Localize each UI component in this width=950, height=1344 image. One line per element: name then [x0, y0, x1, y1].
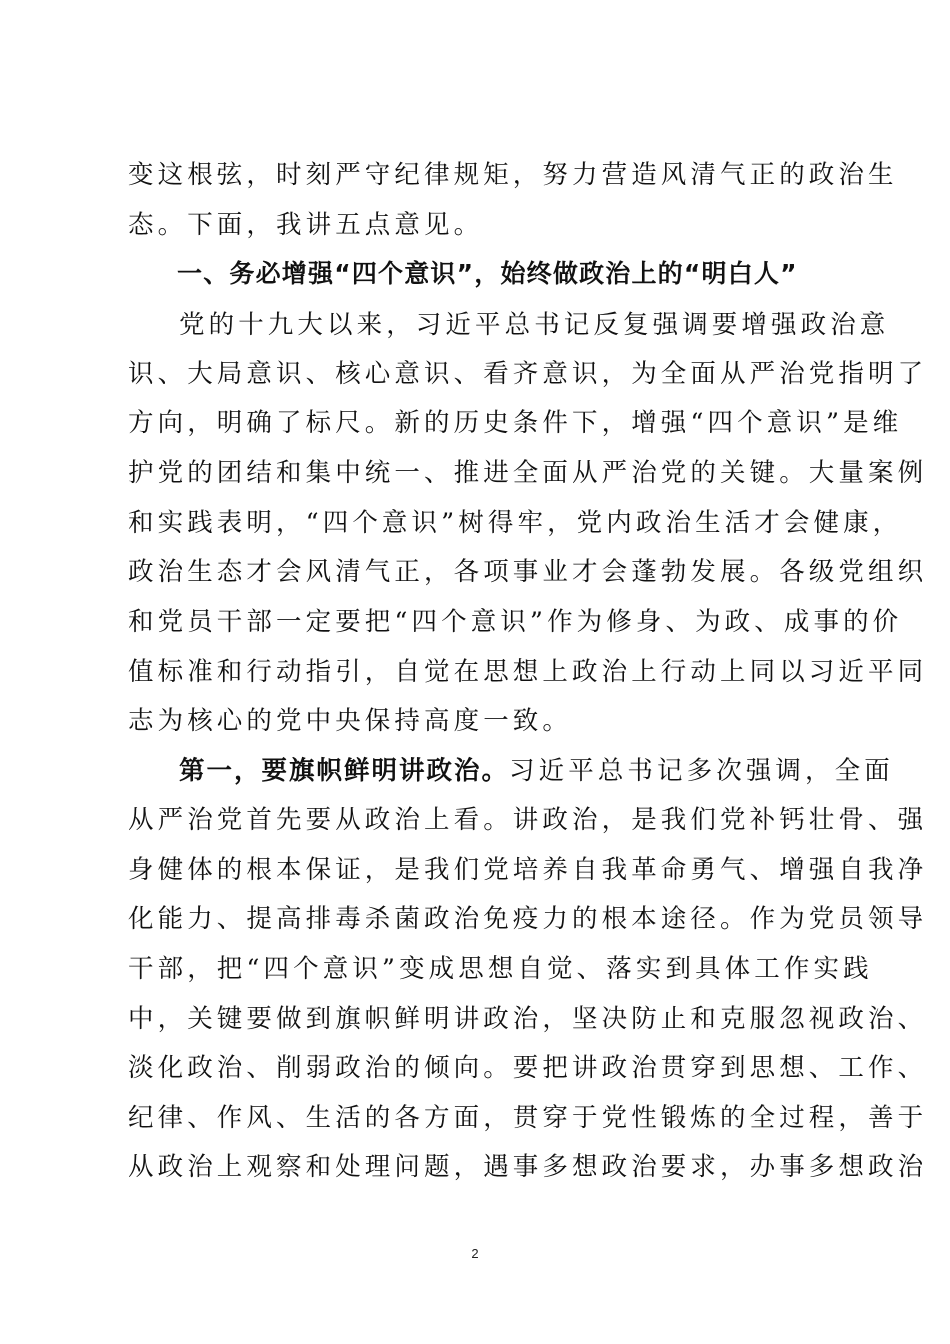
- body-text-line: 和党员干部一定要把“四个意识”作为修身、为政、成事的价: [128, 607, 903, 637]
- body-text-line: 和实践表明，“四个意识”树得牢，党内政治生活才会健康，: [128, 508, 903, 538]
- body-text-line: 化能力、提高排毒杀菌政治免疫力的根本途径。作为党员领导: [128, 904, 928, 934]
- body-text-line: 从政治上观察和处理问题，遇事多想政治要求，办事多想政治: [128, 1152, 928, 1182]
- body-text-line: 纪律、作风、生活的各方面，贯穿于党性锻炼的全过程，善于: [128, 1103, 928, 1133]
- body-text-line: 变这根弦，时刻严守纪律规矩，努力营造风清气正的政治生: [128, 160, 898, 190]
- body-text-span: 习近平总书记多次强调，全面: [509, 756, 894, 786]
- paragraph-lead-bold: 第一，要旗帜鲜明讲政治。: [179, 756, 510, 786]
- page-number: 2: [471, 1246, 479, 1261]
- body-text-line: 身健体的根本保证，是我们党培养自我革命勇气、增强自我净: [128, 855, 928, 885]
- body-text-line: 护党的团结和集中统一、推进全面从严治党的关键。大量案例: [128, 458, 928, 488]
- body-text-line: 中，关键要做到旗帜鲜明讲政治，坚决防止和克服忽视政治、: [128, 1004, 928, 1034]
- body-text-line: 从严治党首先要从政治上看。讲政治，是我们党补钙壮骨、强: [128, 805, 928, 835]
- body-text-line: 值标准和行动指引，自觉在思想上政治上行动上同以习近平同: [128, 657, 928, 687]
- section-heading: 一、务必增强“四个意识”，始终做政治上的“明白人”: [177, 259, 798, 288]
- body-text-line: 干部，把“四个意识”变成思想自觉、落实到具体工作实践: [128, 954, 873, 984]
- body-text-line: 识、大局意识、核心意识、看齐意识，为全面从严治党指明了: [128, 359, 928, 389]
- body-text-line: 党的十九大以来，习近平总书记反复强调要增强政治意: [179, 310, 890, 340]
- body-text-line: 态。下面，我讲五点意见。: [128, 210, 484, 240]
- body-text-line: [179, 753, 894, 789]
- body-text-line: 淡化政治、削弱政治的倾向。要把讲政治贯穿到思想、工作、: [128, 1053, 928, 1083]
- body-text-line: 政治生态才会风清气正，各项事业才会蓬勃发展。各级党组织: [128, 557, 928, 587]
- body-text-line: 方向，明确了标尺。新的历史条件下，增强“四个意识”是维: [128, 408, 903, 438]
- body-text-line: 志为核心的党中央保持高度一致。: [128, 706, 573, 736]
